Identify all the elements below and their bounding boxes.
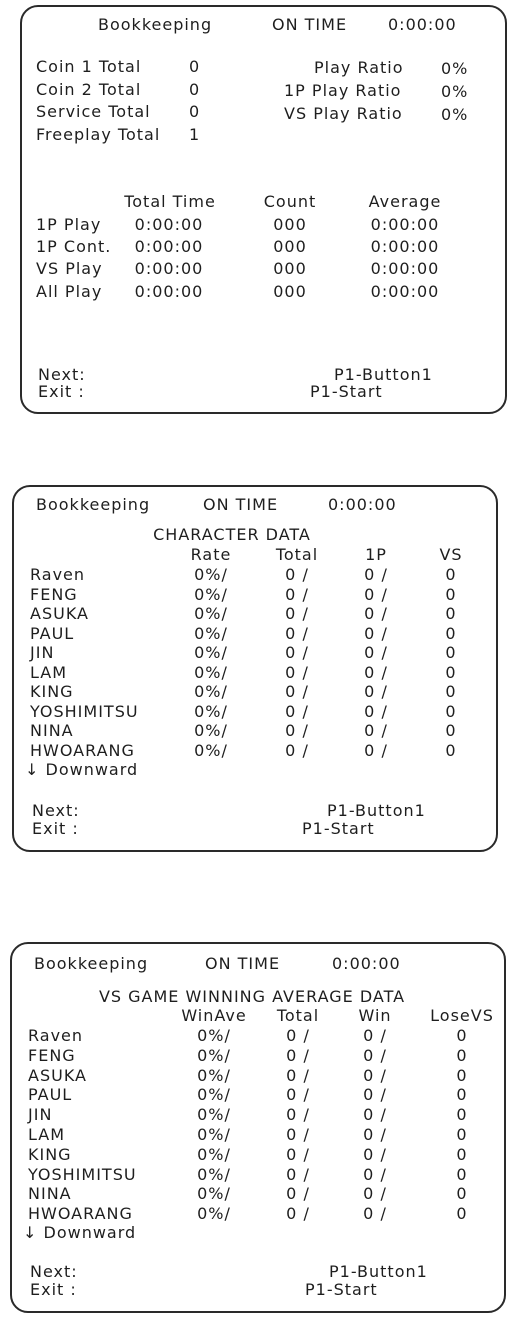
character-row-cell: 0 / bbox=[285, 662, 309, 682]
character-row-cell: 0 bbox=[456, 1164, 468, 1184]
character-row-name: PAUL bbox=[28, 1085, 73, 1105]
character-row-cell: 0 bbox=[445, 721, 457, 740]
character-row-cell: 0 bbox=[445, 584, 457, 604]
exit-value: P1-Start bbox=[305, 1280, 378, 1299]
character-row-cell: 0 / bbox=[285, 721, 309, 740]
character-row-cell: 0 / bbox=[364, 643, 388, 662]
coin-row-value: 0 bbox=[189, 57, 201, 76]
next-label: Next: bbox=[32, 801, 80, 820]
column-header: 1P bbox=[365, 545, 387, 564]
character-row-cell: 0%/ bbox=[194, 740, 228, 760]
character-row-cell: 0 bbox=[445, 565, 457, 584]
character-row-cell: 0%/ bbox=[197, 1065, 231, 1085]
character-row-cell: 0 / bbox=[285, 623, 309, 643]
character-row-cell: 0%/ bbox=[194, 721, 228, 740]
section-title: VS GAME WINNING AVERAGE DATA bbox=[98, 987, 406, 1006]
page-title: Bookkeeping bbox=[34, 954, 149, 973]
character-row-cell: 0 / bbox=[363, 1105, 387, 1125]
time-table-header: Count bbox=[263, 192, 317, 211]
character-row-cell: 0 bbox=[456, 1105, 468, 1125]
character-row-cell: 0 bbox=[456, 1065, 468, 1085]
time-table-header: Average bbox=[368, 192, 442, 211]
character-row-cell: 0%/ bbox=[197, 1144, 231, 1164]
character-row-cell: 0 / bbox=[364, 565, 388, 584]
character-row-name: YOSHIMITSU bbox=[28, 1164, 137, 1184]
character-row-cell: 0 / bbox=[285, 643, 309, 662]
character-row-cell: 0%/ bbox=[197, 1026, 231, 1045]
page-title: Bookkeeping bbox=[98, 15, 213, 34]
character-row-cell: 0%/ bbox=[194, 623, 228, 643]
character-row-cell: 0 / bbox=[364, 604, 388, 623]
character-row-cell: 0 bbox=[456, 1045, 468, 1065]
time-row-cell: 0:00:00 bbox=[370, 282, 440, 301]
character-row-cell: 0 / bbox=[363, 1026, 387, 1045]
character-row-cell: 0 / bbox=[286, 1065, 310, 1085]
character-row-cell: 0 / bbox=[285, 604, 309, 623]
character-row-name: NINA bbox=[28, 1184, 72, 1204]
character-row-name: HWOARANG bbox=[30, 740, 135, 760]
column-header: WinAve bbox=[181, 1006, 247, 1025]
character-row-name: Raven bbox=[30, 565, 86, 584]
character-row-cell: 0 / bbox=[285, 584, 309, 604]
character-row-cell: 0 / bbox=[286, 1204, 310, 1224]
character-row-cell: 0 bbox=[445, 643, 457, 662]
character-row-cell: 0 / bbox=[363, 1085, 387, 1105]
time-row-cell: 0:00:00 bbox=[134, 282, 204, 301]
downward-scroll-hint: ↓ Downward bbox=[23, 1223, 137, 1242]
section-title: CHARACTER DATA bbox=[153, 525, 311, 544]
on-time-value: 0:00:00 bbox=[332, 954, 401, 973]
character-row-cell: 0 bbox=[456, 1184, 468, 1204]
character-row-cell: 0%/ bbox=[194, 662, 228, 682]
character-row-name: FENG bbox=[30, 584, 78, 604]
downward-scroll-hint: ↓ Downward bbox=[25, 760, 139, 779]
character-row-cell: 0 bbox=[445, 701, 457, 721]
character-row-name: Raven bbox=[28, 1026, 84, 1045]
character-row-cell: 0 bbox=[445, 662, 457, 682]
character-row-cell: 0 / bbox=[286, 1085, 310, 1105]
character-row-cell: 0 bbox=[445, 740, 457, 760]
exit-label: Exit : bbox=[30, 1280, 77, 1299]
character-row-name: JIN bbox=[28, 1105, 53, 1125]
character-row-cell: 0%/ bbox=[197, 1204, 231, 1224]
ratio-row-label: 1P Play Ratio bbox=[284, 81, 402, 100]
character-row-cell: 0%/ bbox=[197, 1125, 231, 1144]
character-row-name: LAM bbox=[30, 662, 68, 682]
character-row-cell: 0%/ bbox=[197, 1105, 231, 1125]
character-row-cell: 0 / bbox=[286, 1164, 310, 1184]
character-row-cell: 0 / bbox=[286, 1144, 310, 1164]
column-header: LoseVS bbox=[430, 1006, 494, 1025]
exit-value: P1-Start bbox=[310, 382, 383, 401]
column-header: Total bbox=[276, 1006, 320, 1025]
character-row-cell: 0 / bbox=[364, 662, 388, 682]
coin-row-label: Service Total bbox=[36, 102, 151, 121]
character-row-cell: 0 / bbox=[363, 1125, 387, 1144]
character-row-name: HWOARANG bbox=[28, 1204, 133, 1224]
time-row-cell: 0:00:00 bbox=[134, 215, 204, 234]
time-row-cell: 0:00:00 bbox=[370, 259, 440, 278]
on-time-label: ON TIME bbox=[203, 495, 279, 514]
character-row-cell: 0 / bbox=[285, 565, 309, 584]
ratio-row-value: 0% bbox=[441, 82, 469, 101]
ratio-row-label: VS Play Ratio bbox=[284, 104, 403, 123]
character-row-name: KING bbox=[30, 682, 74, 701]
column-header: VS bbox=[439, 545, 463, 564]
character-row-cell: 0 / bbox=[363, 1144, 387, 1164]
coin-row-value: 0 bbox=[189, 102, 201, 121]
character-row-cell: 0%/ bbox=[194, 682, 228, 701]
time-row-cell: 0:00:00 bbox=[370, 215, 440, 234]
character-row-cell: 0 bbox=[456, 1204, 468, 1224]
character-row-cell: 0 / bbox=[364, 721, 388, 740]
page-title: Bookkeeping bbox=[36, 495, 151, 514]
next-value: P1-Button1 bbox=[334, 365, 433, 384]
coin-row-value: 1 bbox=[189, 125, 201, 144]
time-row-label: All Play bbox=[36, 282, 103, 301]
character-row-cell: 0 / bbox=[285, 701, 309, 721]
next-value: P1-Button1 bbox=[329, 1262, 428, 1281]
time-row-cell: 000 bbox=[273, 259, 307, 278]
character-row-cell: 0 / bbox=[363, 1164, 387, 1184]
on-time-label: ON TIME bbox=[272, 15, 348, 34]
ratio-row-value: 0% bbox=[441, 59, 469, 78]
character-row-name: LAM bbox=[28, 1125, 66, 1144]
character-row-cell: 0 / bbox=[286, 1045, 310, 1065]
time-row-cell: 0:00:00 bbox=[370, 237, 440, 256]
time-row-cell: 000 bbox=[273, 282, 307, 301]
character-row-cell: 0%/ bbox=[197, 1045, 231, 1065]
character-row-cell: 0 / bbox=[363, 1184, 387, 1204]
coin-row-value: 0 bbox=[189, 80, 201, 99]
character-row-name: ASUKA bbox=[28, 1065, 87, 1085]
character-row-name: KING bbox=[28, 1144, 72, 1164]
coin-row-label: Coin 1 Total bbox=[36, 57, 142, 76]
time-row-label: VS Play bbox=[36, 259, 103, 278]
character-row-cell: 0 / bbox=[285, 682, 309, 701]
character-row-name: NINA bbox=[30, 721, 74, 740]
character-row-cell: 0 / bbox=[285, 740, 309, 760]
character-row-cell: 0%/ bbox=[194, 604, 228, 623]
character-row-cell: 0%/ bbox=[194, 643, 228, 662]
character-row-cell: 0 / bbox=[364, 701, 388, 721]
on-time-value: 0:00:00 bbox=[328, 495, 397, 514]
coin-row-label: Freeplay Total bbox=[36, 125, 161, 144]
time-row-label: 1P Play bbox=[36, 215, 102, 234]
character-data-panel bbox=[12, 485, 498, 852]
next-label: Next: bbox=[38, 365, 86, 384]
character-row-cell: 0%/ bbox=[194, 584, 228, 604]
character-row-name: YOSHIMITSU bbox=[30, 701, 139, 721]
character-row-cell: 0 / bbox=[363, 1045, 387, 1065]
character-row-cell: 0 / bbox=[286, 1125, 310, 1144]
character-row-cell: 0%/ bbox=[194, 565, 228, 584]
character-row-cell: 0 / bbox=[364, 740, 388, 760]
bookkeeping-summary-panel bbox=[20, 5, 507, 414]
character-row-cell: 0 / bbox=[364, 584, 388, 604]
character-row-name: PAUL bbox=[30, 623, 75, 643]
exit-label: Exit : bbox=[32, 819, 79, 838]
character-row-cell: 0 / bbox=[364, 623, 388, 643]
character-row-cell: 0 / bbox=[286, 1105, 310, 1125]
character-row-cell: 0 bbox=[456, 1026, 468, 1045]
character-row-cell: 0%/ bbox=[197, 1164, 231, 1184]
character-row-cell: 0 bbox=[456, 1085, 468, 1105]
next-value: P1-Button1 bbox=[327, 801, 426, 820]
character-row-cell: 0 bbox=[445, 604, 457, 623]
character-row-name: ASUKA bbox=[30, 604, 89, 623]
character-row-cell: 0%/ bbox=[194, 701, 228, 721]
character-row-cell: 0 / bbox=[286, 1184, 310, 1204]
on-time-label: ON TIME bbox=[205, 954, 281, 973]
column-header: Win bbox=[358, 1006, 392, 1025]
character-row-cell: 0 / bbox=[364, 682, 388, 701]
character-row-cell: 0 bbox=[445, 623, 457, 643]
next-label: Next: bbox=[30, 1262, 78, 1281]
coin-row-label: Coin 2 Total bbox=[36, 80, 142, 99]
exit-value: P1-Start bbox=[302, 819, 375, 838]
time-row-cell: 0:00:00 bbox=[134, 237, 204, 256]
time-table-header: Total Time bbox=[124, 192, 216, 211]
character-row-cell: 0 bbox=[456, 1125, 468, 1144]
character-row-name: JIN bbox=[30, 643, 55, 662]
character-row-cell: 0%/ bbox=[197, 1085, 231, 1105]
character-row-cell: 0 / bbox=[286, 1026, 310, 1045]
character-row-cell: 0 / bbox=[363, 1065, 387, 1085]
ratio-row-value: 0% bbox=[441, 105, 469, 124]
time-row-cell: 0:00:00 bbox=[134, 259, 204, 278]
character-row-cell: 0 / bbox=[363, 1204, 387, 1224]
vs-winning-average-panel bbox=[10, 942, 506, 1313]
character-row-cell: 0%/ bbox=[197, 1184, 231, 1204]
character-row-cell: 0 bbox=[445, 682, 457, 701]
column-header: Rate bbox=[190, 545, 232, 564]
time-row-cell: 000 bbox=[273, 215, 307, 234]
column-header: Total bbox=[275, 545, 319, 564]
time-row-cell: 000 bbox=[273, 237, 307, 256]
time-row-label: 1P Cont. bbox=[36, 237, 112, 256]
character-row-name: FENG bbox=[28, 1045, 76, 1065]
exit-label: Exit : bbox=[38, 382, 85, 401]
ratio-row-label: Play Ratio bbox=[314, 58, 404, 77]
character-row-cell: 0 bbox=[456, 1144, 468, 1164]
on-time-value: 0:00:00 bbox=[388, 15, 457, 34]
